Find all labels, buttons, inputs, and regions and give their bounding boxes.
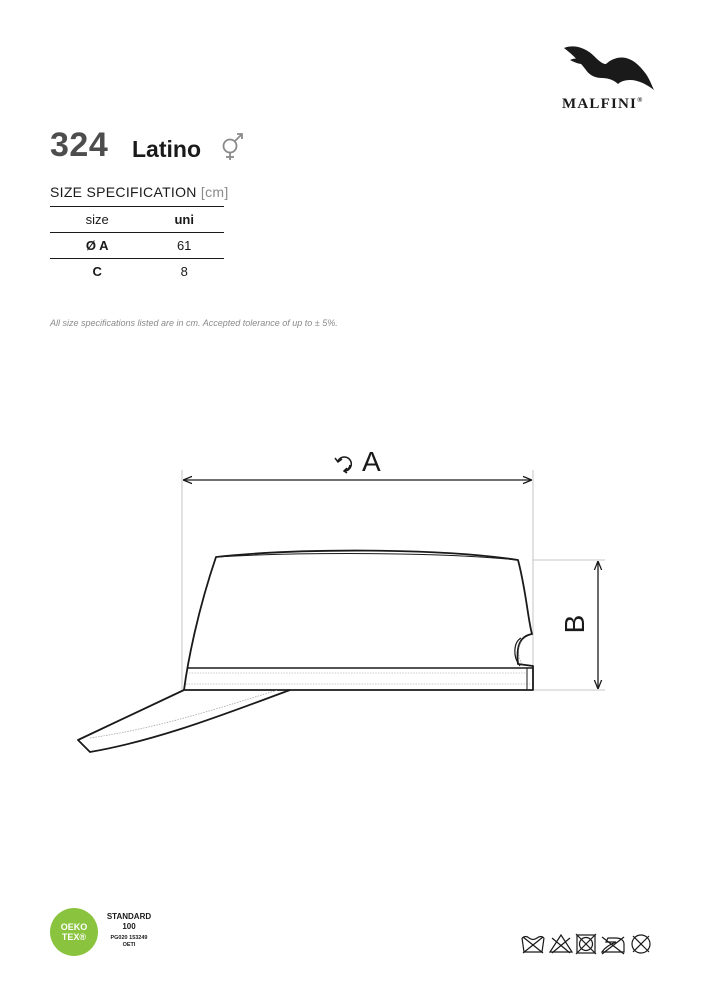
- tolerance-note: All size specifications listed are in cm. Accepted tolerance of up to ± 5%.: [50, 318, 338, 328]
- cap-outline: [184, 551, 533, 690]
- care-symbols: [520, 932, 656, 956]
- no-dry-clean-icon: [632, 935, 650, 953]
- product-name: Latino: [132, 136, 201, 162]
- dimension-a-label: A: [362, 446, 381, 477]
- rotate-arrows-icon: [335, 457, 351, 473]
- oeko-tex-label: OEKO TEX®: [60, 922, 88, 942]
- wash-icon: [522, 937, 544, 954]
- cap-visor: [78, 690, 290, 752]
- product-code: 324: [50, 126, 109, 164]
- table-cell-value: 8: [180, 264, 188, 279]
- table-header-size: size: [85, 212, 109, 227]
- standard-label: STANDARD 100: [106, 912, 152, 931]
- spec-title: SIZE SPECIFICATION [cm]: [50, 184, 229, 200]
- table-cell-label: Ø A: [85, 238, 109, 253]
- table-cell-value: 61: [176, 238, 192, 253]
- table-header-uni: uni: [174, 212, 194, 227]
- brand-name: MALFINI®: [562, 96, 644, 112]
- no-iron-icon: [602, 937, 624, 954]
- table-cell-label: C: [92, 264, 102, 279]
- extension-lines: [182, 470, 605, 690]
- no-bleach-icon: [550, 935, 572, 953]
- certificate-number: PG020 153249 OETI: [110, 935, 148, 948]
- no-tumble-dry-icon: [576, 934, 596, 954]
- dimension-b-label: B: [559, 614, 590, 634]
